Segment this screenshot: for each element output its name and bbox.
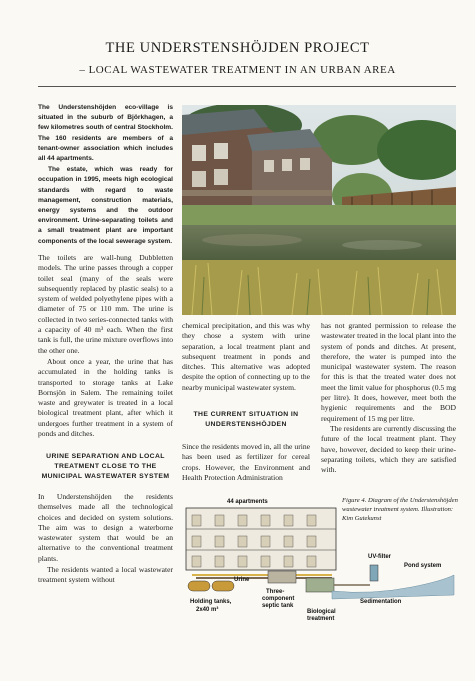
body-paragraph: The residents are currently discussing the future of the local treatment plant. They have, however, decided to keep their urine-separating toilets, which they are satisfied with.: [321, 423, 456, 475]
section-heading-current-situation: THE CURRENT SITUATION IN UNDERSTENSHÖJDEN: [193, 411, 299, 428]
label-biological-1: Biological: [307, 609, 336, 615]
label-septic-1: Three-: [266, 589, 285, 595]
label-urine: Urine: [234, 577, 250, 583]
section-heading-urine-separation: URINE SEPARATION AND LOCAL TREATMENT CLOSE TO THE MUNICIPAL WASTEWATER SYSTEM: [41, 453, 170, 480]
column-2-text: [182, 321, 310, 393]
label-holding-tanks: Holding tanks,: [190, 599, 232, 605]
uv-filter: [370, 565, 378, 581]
column-1-bottom-text: [38, 492, 173, 586]
body-paragraph: In Understenshöjden the residents themselves made all the technological choices and decided on system solutions. The aim was to design a waterborne wastewater system that would be an alternative to the conventional treatment plants.: [38, 492, 173, 563]
body-paragraph: The residents wanted a local wastewater treatment system without: [38, 565, 173, 585]
label-uv-filter: UV-filter: [368, 554, 392, 560]
figure-caption: Figure 4. Diagram of the Understenshöjden wastewater treatment system. Illustration: Kim Gutekunst: [342, 497, 458, 522]
photo-illustration: [182, 105, 456, 315]
intro-paragraph: The estate, which was ready for occupation in 1995, meets high ecological standards with regard to waste management, construction materials, energy systems and the outdoor environment. Urine-separating toilets and a small treatment plant are important components of the local sewerage system.: [38, 166, 173, 245]
body-paragraph: The toilets are wall-hung Dubbletten models. The urine passes through a copper toilet seal (many of the seals were subsequently replaced by plastic seals) to a system of welded polyethylene pipes with a diameter of 75 or 110 mm. The urine is collected in two series-connected tanks with a capacity of 40 m³ each. When the first tank is full, the urine mixture overflows into the other one.: [38, 253, 173, 355]
column-3-text: [321, 321, 456, 475]
page-subtitle: – LOCAL WASTEWATER TREATMENT IN AN URBAN AREA: [79, 64, 396, 76]
eco-village-photo: [182, 105, 456, 315]
intro-text: [38, 103, 173, 248]
label-septic-3: septic tank: [262, 603, 294, 609]
septic-tank: [268, 571, 296, 583]
holding-tank: [188, 581, 210, 591]
column-2-bottom-text: [182, 442, 310, 483]
label-septic-2: component: [262, 596, 295, 602]
label-biological-2: treatment: [307, 616, 335, 622]
page-title: THE UNDERSTENSHÖJDEN PROJECT: [105, 40, 370, 56]
column-1-text: [38, 253, 173, 439]
diagram-illustration: [182, 495, 456, 630]
label-holding-tanks-volume: 2x40 m³: [196, 607, 219, 613]
title-rule: [38, 86, 456, 87]
body-paragraph: Since the residents moved in, all the urine has been used as fertilizer for cereal crops. However, the Environment and Health Protection Administration: [182, 442, 310, 482]
pond-water: [332, 575, 454, 599]
intro-paragraph: The Understenshöjden eco-village is situated in the suburb of Björkhagen, a few kilometres south of central Stockholm. The 160 residents are members of a tenant-owner association which includes all 44 apartments.: [38, 104, 173, 163]
wastewater-diagram: [182, 495, 456, 630]
biological-treatment-unit: [306, 578, 334, 592]
label-sedimentation: Sedimentation: [360, 599, 402, 605]
body-paragraph: About once a year, the urine that has accumulated in the holding tanks is transported to storage tanks at Lake Bornsjön in Salem. The remaining toilet waste and greywater is treated in a local biological treatment plant, after which it undergoes further treatment in a system of ponds and ditches.: [38, 356, 173, 439]
label-pond-system: Pond system: [404, 563, 442, 569]
label-apartments: 44 apartments: [227, 499, 268, 505]
body-paragraph: chemical precipitation, and this was why they chose a system with urine separation, a local treatment plant and subsequent treatment in ponds and ditches. This alternative was adopted despite the option of connecting up to the nearby municipal wastewater system.: [182, 321, 310, 392]
body-paragraph: has not granted permission to release the wastewater treated in the local plant into the system of ponds and ditches. At present, therefore, the water is pumped into the municipal wastewater system. The reason for this is that the treated water does not meet the limit value for phosphorus (0.5 mg per litre). It does, however, meet both the hygienic requirements and the BOD requirement of 15 mg per litre.: [321, 321, 456, 423]
holding-tank: [212, 581, 234, 591]
